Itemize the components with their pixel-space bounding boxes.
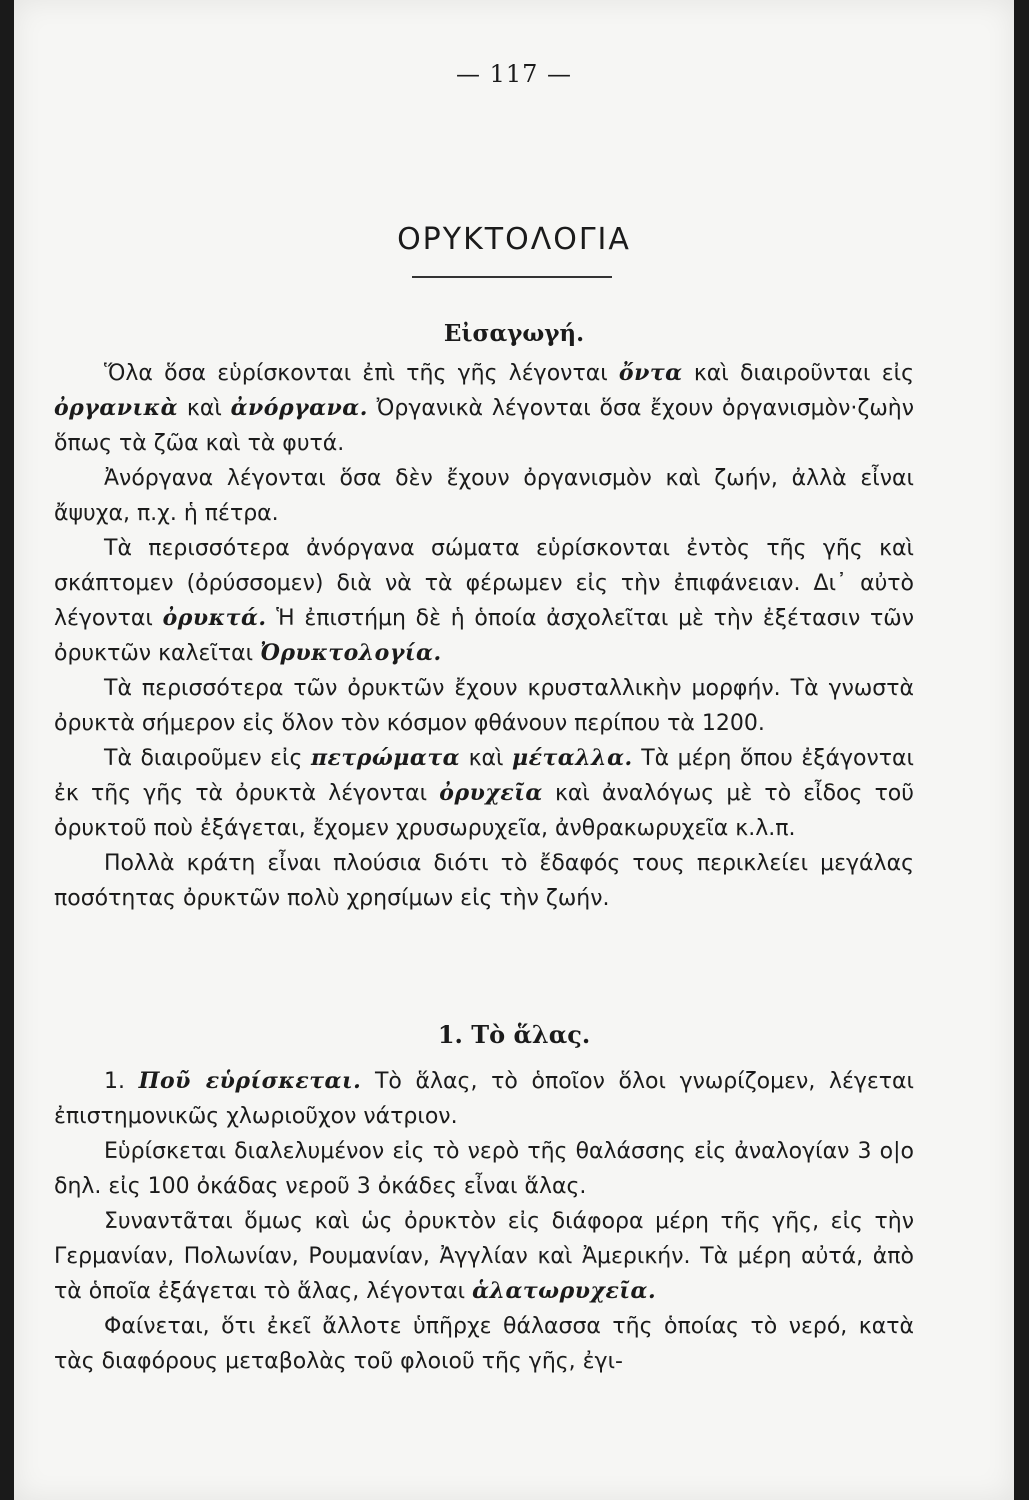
intro-text [54,356,914,916]
keyword: ὀρυχεῖα [439,780,543,806]
intro-paragraph-2: Ἀνόργανα λέγονται ὅσα δὲν ἔχουν ὀργανισμὸν καὶ ζωήν, ἀλλὰ εἶναι ἄψυχα, π.χ. ἡ πέτρα. [54,466,914,526]
keyword: Ποῦ εὑρίσκεται. [138,1068,362,1094]
keyword: μέταλλα. [512,745,633,771]
salt-paragraph-2: Εὑρίσκεται διαλελυμένον εἰς τὸ νερὸ τῆς θαλάσσης εἰς ἀναλογίαν 3 ο|ο δηλ. εἰς 100 ὀκάδας νεροῦ 3 ὀκάδες εἶναι ἅλας. [54,1139,914,1199]
intro-paragraph-3: Τὰ περισσότερα ἀνόργανα σώματα εὑρίσκονται ἐντὸς τῆς γῆς καὶ σκάπτομεν (ὀρύσσομεν) διὰ νὰ τὰ φέρωμεν εἰς τὴν ἐπιφάνειαν. Δι᾽ αὐτὸ λέγονται ὀρυκτά. Ἡ ἐπιστήμη δὲ ἡ ὁποία ἀσχολεῖται μὲ τὴν ἐξέτασιν τῶν ὀρυκτῶν καλεῖται Ὀρυκτολογία. [54,536,914,666]
section-heading-salt: 1. Τὸ ἅλας. [437,1020,591,1049]
keyword: Ὀρυκτολογία. [260,640,442,666]
salt-paragraph-3: Συναντᾶται ὅμως καὶ ὡς ὀρυκτὸν εἰς διάφορα μέρη τῆς γῆς, εἰς τὴν Γερμανίαν, Πολωνίαν, Ρουμανίαν, Ἀγγλίαν καὶ Ἀμερικήν. Τὰ μέρη αὐτά, ἀπὸ τὰ ὁποῖα ἐξάγεται τὸ ἅλας, λέγονται ἁλατωρυχεῖα. [54,1209,914,1304]
keyword: ὀρυκτά. [162,605,267,631]
book-page [14,0,1014,1500]
keyword: ἁλατωρυχεῖα. [472,1278,657,1304]
keyword: πετρώματα [310,745,461,771]
intro-paragraph-5: Τὰ διαιροῦμεν εἰς πετρώματα καὶ μέταλλα. Τὰ μέρη ὅπου ἐξάγονται ἐκ τῆς γῆς τὰ ὀρυκτὰ λέγονται ὀρυχεῖα καὶ ἀναλόγως μὲ τὸ εἶδος τοῦ ὀρυκτοῦ ποὺ ἐξάγεται, ἔχομεν χρυσωρυχεῖα, ἀνθρακωρυχεῖα κ.λ.π. [54,745,914,841]
title-divider [412,276,612,278]
keyword: ὄντα [618,360,683,386]
salt-paragraph-4: Φαίνεται, ὅτι ἐκεῖ ἄλλοτε ὑπῆρχε θάλασσα τῆς ὁποίας τὸ νερό, κατὰ τὰς διαφόρους μεταβολὰς τοῦ φλοιοῦ τῆς γῆς, ἐγι- [54,1314,914,1374]
keyword: ὀργανικὰ [54,395,179,421]
section-salt-text [54,1064,914,1379]
chapter-title: ΟΡΥΚΤΟΛΟΓΙΑ [397,222,631,257]
keyword: ἀνόργανα. [230,395,368,421]
intro-heading: Εἰσαγωγή. [443,320,585,347]
page-number: — 117 — [455,60,573,88]
intro-paragraph-6: Πολλὰ κράτη εἶναι πλούσια διότι τὸ ἔδαφός τους περικλείει μεγάλας ποσότητας ὀρυκτῶν πολὺ χρησίμων εἰς τὴν ζωήν. [54,851,914,911]
intro-paragraph-1: Ὅλα ὅσα εὑρίσκονται ἐπὶ τῆς γῆς λέγονται ὄντα καὶ διαιροῦνται εἰς ὀργανικὰ καὶ ἀνόργανα. Ὀργανικὰ λέγονται ὅσα ἔχουν ὀργανισμὸν·ζωὴν ὅπως τὰ ζῶα καὶ τὰ φυτά. [54,360,915,456]
intro-paragraph-4: Τὰ περισσότερα τῶν ὀρυκτῶν ἔχουν κρυσταλλικὴν μορφήν. Τὰ γνωστὰ ὀρυκτὰ σήμερον εἰς ὅλον τὸν κόσμον φθάνουν περίπου τὰ 1200. [54,676,914,736]
salt-paragraph-1: 1. Ποῦ εὑρίσκεται. Τὸ ἅλας, τὸ ὁποῖον ὅλοι γνωρίζομεν, λέγεται ἐπιστημονικῶς χλωριοῦχον νάτριον. [54,1068,914,1129]
